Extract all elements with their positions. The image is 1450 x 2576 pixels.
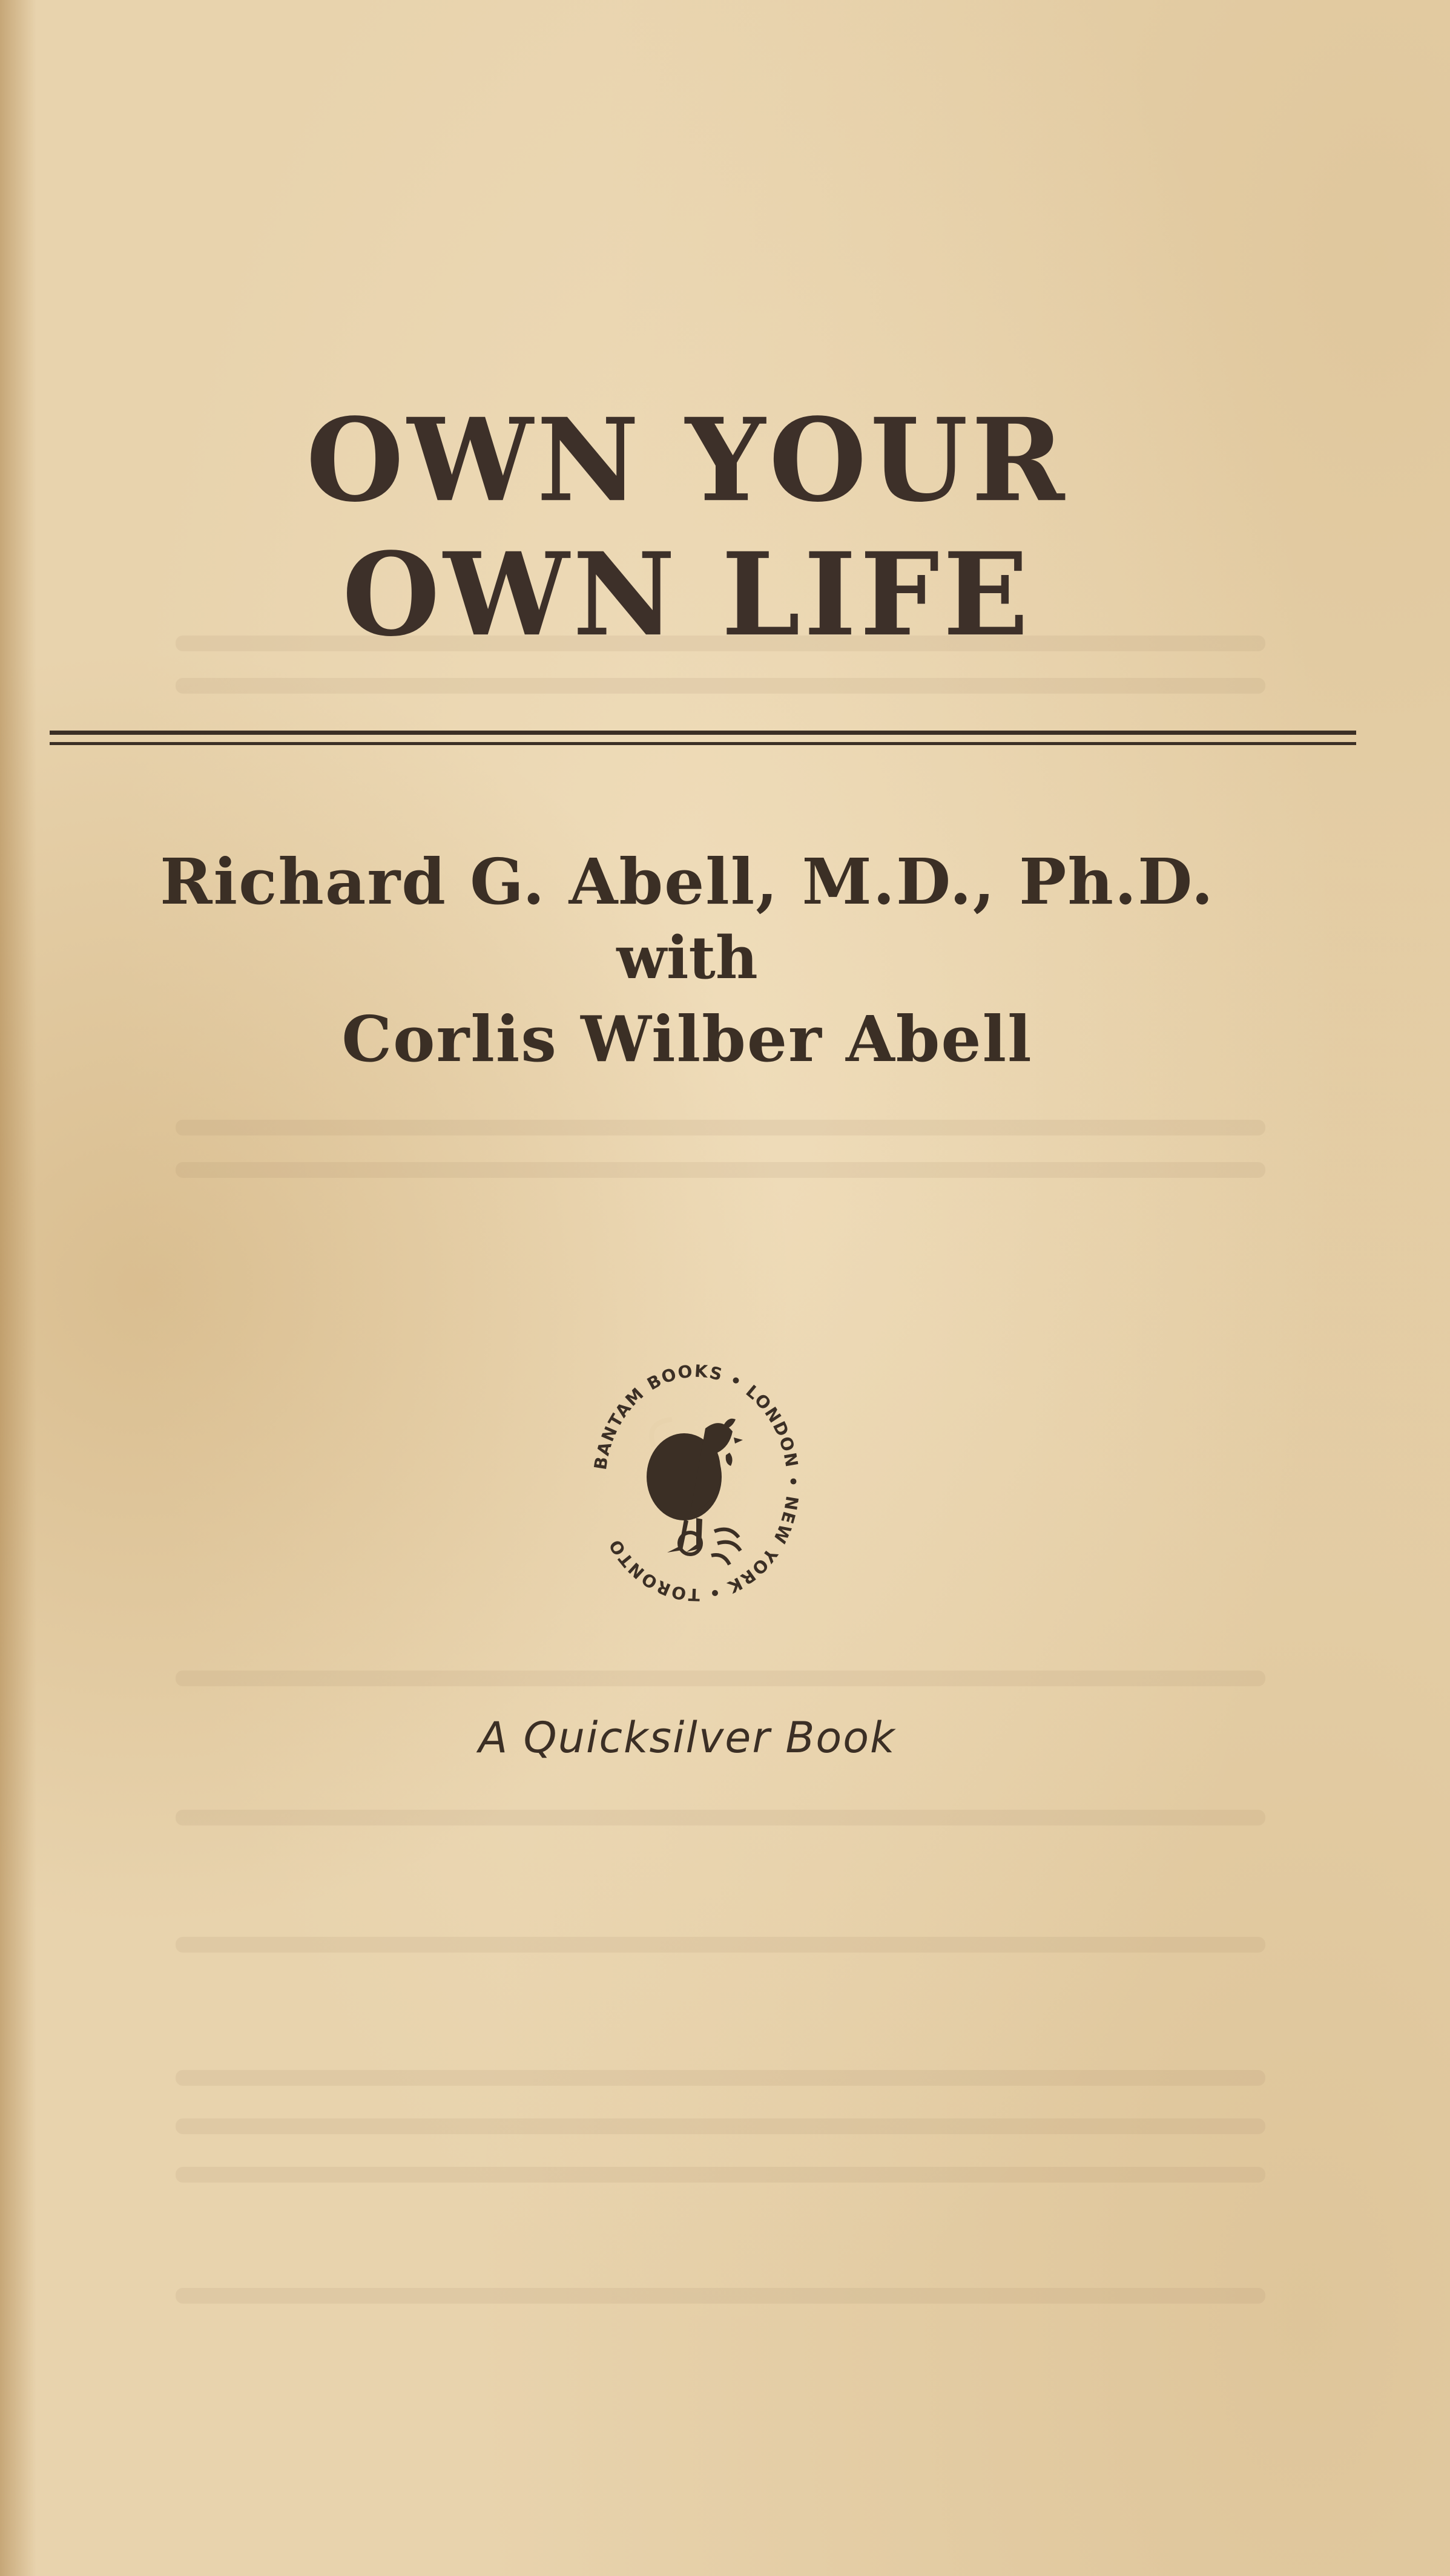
title-rule-upper xyxy=(50,731,1356,735)
page-edge-shadow xyxy=(0,0,36,2576)
author-name: Richard G. Abell, M.D., Ph.D. xyxy=(160,844,1214,919)
bleed-through-line xyxy=(176,1671,1265,1686)
bleed-through-line xyxy=(176,2070,1265,2086)
bleed-through-line xyxy=(176,2288,1265,2304)
title-rule-lower xyxy=(50,742,1356,745)
co-author-name: Corlis Wilber Abell xyxy=(341,1002,1033,1076)
bleed-through-line xyxy=(176,2118,1265,2134)
bantam-books-logo xyxy=(575,1326,817,1640)
bleed-through-line xyxy=(176,1810,1265,1825)
logo-ring-text: BANTAM BOOKS • LONDON • NEW YORK • TORONTO xyxy=(590,1361,803,1605)
imprint-name: A Quicksilver Book xyxy=(478,1713,896,1763)
book-title-line-1: OWN YOUR xyxy=(306,392,1069,528)
bleed-through-line xyxy=(176,678,1265,694)
book-title-line-2: OWN LIFE xyxy=(342,527,1032,662)
bleed-through-line xyxy=(176,1162,1265,1178)
author-connector: with xyxy=(616,924,758,992)
bleed-through-line xyxy=(176,2167,1265,2183)
rooster-icon xyxy=(647,1419,743,1565)
bleed-through-line xyxy=(176,1937,1265,1953)
bleed-through-line xyxy=(176,1120,1265,1135)
